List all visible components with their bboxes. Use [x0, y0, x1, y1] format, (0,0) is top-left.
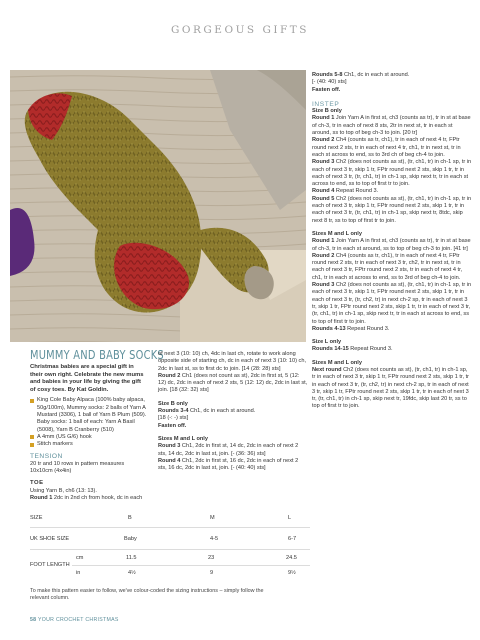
instruction-line	[312, 137, 472, 159]
instruction-line	[158, 415, 308, 422]
instruction-line-text: [18 (-: -) sts]	[158, 415, 189, 422]
instruction-line	[312, 87, 472, 94]
instruction-line-label: Round 1	[312, 115, 335, 122]
instruction-line	[30, 495, 148, 502]
instruction-line-text: Ch2 (does not counts as st), (tr, ch1, tr) in ch-1 sp, tr in each of next 3 tr, skip 1 tr, FPtr round next 2 sts, skip 1 tr, tr in each of next 3 tr, (tr, ch2, tr) in next ch-2 sp, tr in each of next 3 tr, skip 1 tr, FPtr round next 2 sts, skip 1 tr, tr in each of next 3 tr, (tr, ch1, tr) in ch-1 sp, skip next tr, 19fdc, skip last 20 tr, ss to top of first tr to join.	[312, 366, 470, 410]
instruction-line-label: Round 3	[312, 159, 335, 166]
instruction-line	[312, 339, 472, 346]
instruction-line	[30, 488, 148, 495]
instruction-line-label: Size B only	[158, 400, 188, 407]
instruction-line-label: Rounds 3-4	[158, 408, 189, 415]
shoe-size-b: Baby	[124, 536, 137, 542]
intro-text: Christmas babies are a special gift in their own right. Celebrate the new mums and babies in your life by giving the gift of cosy toes. By Kat Goldin.	[30, 364, 144, 393]
instruction-line	[158, 373, 308, 395]
instruction-line-label: Rounds 14-15	[312, 346, 349, 353]
instruction-line-text: Repeat Round 3.	[345, 325, 390, 332]
instruction-line-text: Ch1 (does not count as st), 2dc in first st, 5 (12: 12) dc, 2dc in each of next 2 sts, 5 (12: 12) dc, 2dc in last st, join. [18 (32: 32) sts]	[158, 372, 308, 394]
instruction-line-label: Sizes M and L only	[312, 359, 362, 366]
size-b-instep-block	[312, 108, 472, 225]
instruction-line-label: Next round	[312, 366, 342, 373]
sock-photo-illustration	[10, 70, 306, 342]
size-ml-next-block	[312, 360, 472, 411]
instruction-line-text: Join Yarn A in first st, ch3 (counts as tr), tr in st at base of ch-3, tr in each st around, ss to top of beg ch-3 to join. [41 tr]	[312, 238, 471, 252]
instruction-line-label: Round 2	[312, 252, 335, 259]
rounds-5-8-block	[312, 72, 472, 94]
instruction-line	[312, 115, 472, 137]
material-text: Stitch markers	[37, 441, 73, 448]
instruction-line-text: Ch1, dc in each st around.	[188, 408, 256, 415]
instruction-line	[312, 108, 472, 115]
material-text: A 4mm (US G/6) hook	[37, 433, 92, 440]
instruction-line	[312, 188, 472, 195]
page-footer	[30, 617, 119, 623]
instruction-line-text: Ch2 (does not counts as st), (tr, ch1, tr) in ch-1 sp, tr in each of next 3 tr, skip 1 tr, FPtr round next 2 sts, skip 1 tr, tr in each of next 3 tr, (tr, ch2, tr) in next ch-2 sp, tr in each of next 3 tr, skip 1 tr, FPtr round next 2 sts, skip 1 tr, tr in each of next 3 tr, (tr, ch1, tr) in ch-1 sp, skip next tr, tr in each st across to end, ss to top of first tr to join.	[312, 282, 472, 325]
shoe-size-l: 6-7	[288, 536, 297, 542]
instruction-line-label: Round 1	[30, 494, 53, 501]
instruction-line-label: Sizes M and L only	[158, 435, 208, 442]
instruction-line-text: [- (40: 40) sts]	[312, 79, 347, 86]
instruction-line-label: Round 4	[158, 457, 181, 464]
instruction-line-label: Fasten off.	[312, 86, 341, 93]
instruction-line-text: Using Yarn B, ch6 (13: 13).	[30, 487, 97, 494]
instruction-block	[158, 436, 308, 472]
material-item	[30, 397, 148, 433]
instruction-line-label: Round 5	[312, 195, 335, 202]
toe-heading: TOE	[30, 480, 44, 487]
instruction-block	[158, 401, 308, 430]
instruction-line-text: Ch2 (does not counts as st), (tr, ch1, tr) in ch-1 sp, tr in each of next 3 tr, skip 1 tr, FPtr round next 2 sts, skip 1 tr, tr in each of next 3 tr, (tr, ch1, tr) in ch-1 sp, skip next tr, 8tdc, skip next 8 tr, ss to top of first tr to join.	[312, 195, 472, 224]
instep-heading: INSTEP	[312, 100, 340, 108]
instruction-line-text: Ch1, 2dc in first st, 16 dc, 2dc in each of next 2 sts, 16 dc, 2dc in last st, join. [- (40: 40) sts]	[158, 457, 299, 472]
section-title: GORGEOUS GIFTS	[171, 24, 309, 36]
instruction-line-label: Rounds 5-8	[312, 72, 343, 78]
instruction-line	[312, 196, 472, 225]
foot-length-in-label: in	[76, 570, 81, 576]
instruction-line-label: Round 2	[158, 372, 181, 379]
size-header-m: M	[210, 515, 215, 521]
instruction-line	[158, 458, 308, 473]
instruction-line	[312, 79, 472, 86]
instruction-line-label: Round 2	[312, 137, 335, 144]
instruction-line-label: Round 3	[158, 443, 181, 450]
foot-length-cm-label: cm	[76, 555, 84, 561]
toe-instructions	[30, 488, 148, 503]
size-header-l: L	[288, 515, 292, 521]
foot-length-cm-l: 24.5	[286, 555, 297, 561]
footnote: To make this pattern easier to follow, we've colour-coded the sizing instructions – simply follow the relevant column.	[30, 588, 264, 601]
instruction-line-label: Size B only	[312, 108, 342, 115]
instruction-line	[312, 231, 472, 238]
middle-instructions	[158, 351, 308, 472]
instruction-line	[312, 282, 472, 326]
shoe-size-m: 4-5	[210, 536, 219, 542]
sock-photo	[10, 70, 306, 342]
size-table	[30, 512, 310, 582]
instruction-line	[312, 253, 472, 282]
instruction-line-label: Fasten off.	[158, 422, 187, 429]
size-table-header	[30, 512, 310, 528]
instruction-line-text: Ch2 (does not counts as st), (tr, ch1, tr) in ch-1 sp, tr in each of next 3 tr, skip 1 tr, FPtr round next 2 sts, skip 1 tr, tr in each of next 3 tr, (tr, ch1, tr) in ch-1 sp, skip next tr, tr in each st across to end, ss to top of first tr to join.	[312, 159, 472, 188]
instruction-line-text: Ch1, dc in each st around.	[342, 72, 410, 78]
instruction-line	[158, 423, 308, 430]
instruction-line	[158, 401, 308, 408]
instruction-line-text: Ch1, 2dc in first st, 14 dc, 2dc in each of next 2 sts, 14 dc, 2dc in last st, join. [- (36: 36) sts]	[158, 443, 299, 457]
instruction-line-text: Ch4 (counts as tr, ch1), tr in each of next 4 tr, FPtr round next 2 sts, tr in each of next 3 tr, ch2, tr in next st, tr in each of next 3 tr, FPtr round next 2 sts, tr in each of next 4 tr, ch1, tr in each st across to end, ss to 3rd of beg ch-4 to join.	[312, 252, 463, 281]
instruction-line	[312, 159, 472, 188]
magazine-name: YOUR CROCHET CHRISTMAS	[38, 617, 119, 623]
instruction-line-label: Round 3	[312, 282, 335, 289]
size-header-label: SIZE	[30, 515, 43, 521]
instruction-line	[158, 351, 308, 373]
instruction-line	[312, 367, 472, 411]
foot-length-cm-m: 23	[208, 555, 215, 561]
foot-length-in-m: 9	[210, 570, 214, 576]
instruction-line	[158, 443, 308, 458]
bullet-square-icon	[30, 399, 34, 403]
left-column	[30, 348, 164, 502]
instruction-line-label: Size L only	[312, 339, 342, 346]
instruction-line-text: Join Yarn A in first st, ch3 (counts as tr), tr in st at base of ch-3, tr in each of next 8 sts, 2tr in next st, tr in each st around, ss to top of beg ch-3 to join. [20 tr]	[312, 115, 471, 137]
material-item	[30, 441, 148, 448]
instruction-line	[312, 326, 472, 333]
foot-length-in-b: 4½	[128, 570, 136, 576]
bullet-square-icon	[30, 443, 34, 447]
foot-length-in-l: 9½	[288, 570, 296, 576]
foot-length-cm-b: 11.5	[126, 555, 137, 561]
instruction-line-label: Rounds 4-13	[312, 325, 346, 332]
page-number: 58	[30, 617, 37, 623]
pattern-title: MUMMY AND BABY SOCKS	[30, 348, 164, 362]
instruction-line-label: Sizes M and L only	[312, 230, 362, 237]
instruction-line-label: Round 1	[312, 238, 335, 245]
middle-column	[158, 351, 308, 472]
material-item	[30, 434, 148, 441]
size-header-b: B	[128, 515, 132, 521]
foot-length-row	[30, 550, 310, 582]
shoe-size-row	[30, 528, 310, 550]
instruction-line	[312, 238, 472, 253]
materials-list	[30, 397, 148, 448]
tension-text: 20 tr and 10 rows in pattern measures 10x10cm (4x4in)	[30, 460, 125, 475]
tension-heading: TENSION	[30, 453, 63, 461]
instruction-line	[312, 360, 472, 367]
instruction-line	[312, 346, 472, 353]
material-text: King Cole Baby Alpaca (100% baby alpaca, 50g/100m), Mummy socks: 2 balls of Yarn A Mustard (3306), 1 ball of Yarn B Plum (509). Baby socks: 1 ball of each: Yarn A Basil (5008), Yarn B Cranberry (510)	[37, 397, 147, 433]
instruction-block	[158, 351, 308, 395]
size-ml-instep-block	[312, 231, 472, 333]
instruction-line-text: 2dc in 2nd ch from hook, dc in each	[52, 494, 143, 501]
size-l-instep-block	[312, 339, 472, 354]
instruction-line	[158, 436, 308, 443]
instruction-line-text: Repeat Round 3.	[348, 346, 393, 353]
instruction-line	[158, 408, 308, 415]
right-column	[312, 72, 472, 411]
instruction-line-text: Ch4 (counts as tr, ch1), tr in each of next 4 tr, FPtr round next 2 sts, tr in each of next 4 tr, ch1, tr in next st, tr in each st across to end, ss to 3rd ch of beg ch-4 to join.	[312, 137, 461, 158]
bullet-square-icon	[30, 435, 34, 439]
foot-length-label: FOOT LENGTH	[30, 562, 70, 568]
instruction-line-text: Repeat Round 3.	[334, 188, 379, 195]
instruction-line	[312, 72, 472, 79]
shoe-size-label: UK SHOE SIZE	[30, 536, 70, 542]
instruction-line-label: Round 4	[312, 188, 335, 195]
instruction-line-text: of next 3 (10: 10) ch, 4dc in last ch, rotate to work along opposite side of starting ch, dc in each of next 3 (10: 10) ch, 2dc in last st, ss to first dc to join. [14 (28: 28) sts]	[158, 351, 307, 372]
